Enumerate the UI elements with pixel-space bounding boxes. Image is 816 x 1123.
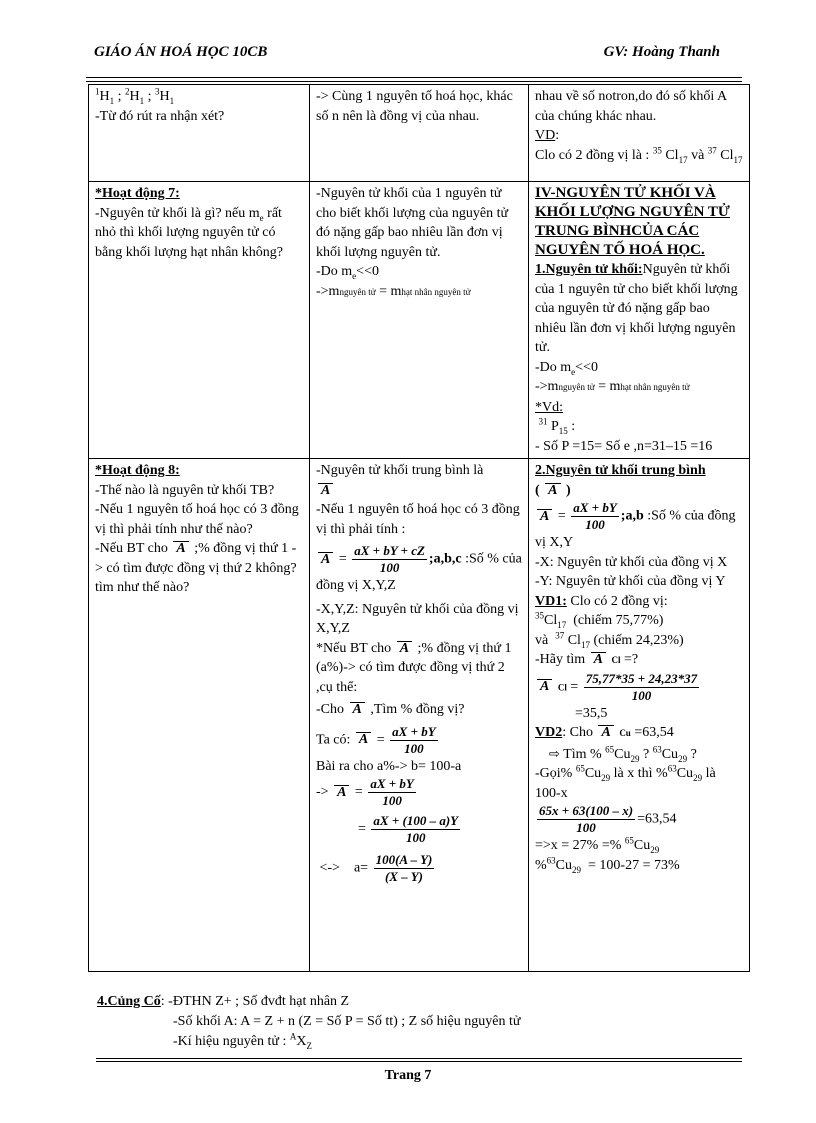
lesson-table: [88, 84, 750, 972]
teacher-activity-cell: [89, 85, 310, 182]
example-text: =>x = 27% =% $^{65}Cu_{29}$: [535, 835, 660, 855]
content-text: -Y: Nguyên tử khối của đồng vị Y: [535, 574, 726, 589]
note-text: -Do $m_e<<0$: [535, 359, 598, 377]
teacher-activity-cell: [89, 459, 310, 972]
header-title: GIÁO ÁN HOÁ HỌC 10CB: [94, 44, 268, 60]
question-text: -Nguyên tử khối là gì? nếu $m_e$ rất nhỏ thì khối lượng nguyên tử có bằng khối lượng hạt nhân không?: [95, 205, 284, 260]
student-activity-cell: [310, 182, 529, 459]
page-number: Trang 7: [384, 1068, 432, 1083]
example-text: ⇨ Tìm % $^{65}Cu_{29}$ ? $^{63}Cu_{29}$ ?: [549, 743, 697, 764]
answer-text: -X,Y,Z: Nguyên tử khối của đồng vị X,Y,Z: [316, 601, 519, 636]
answer-text: Bài ra cho a%-> b= 100-a: [316, 758, 462, 774]
student-activity-cell: [310, 459, 529, 972]
example-label: *Vd:: [535, 399, 563, 415]
consolidation-section: [97, 992, 520, 1052]
answer-text: -Nguyên tử khối trung bình là A: [316, 463, 484, 498]
content-text: -X: Nguyên tử khối của đồng vị X: [535, 554, 728, 570]
example-text: -Gọi% $^{65}Cu_{29}$ là x thì $\%^{63}Cu_{29}$ là 100-x: [535, 763, 716, 801]
formula: = $\frac{aX + (100 - a)Y}{100}$: [358, 813, 459, 845]
consolidation-line: 4.Củng Cố: -ĐTHN Z+ ; Số đvđt hạt nhân Z: [97, 994, 350, 1009]
formula: <-> a= $\frac{100(A - Y)}{(X - Y)}$: [319, 852, 433, 884]
arrow-right-icon: ⇨: [549, 745, 560, 761]
question-text: -Từ đó rút ra nhận xét?: [95, 108, 225, 124]
formula-text: ->mnguyên tử = mhạt nhân nguyên tử: [535, 379, 690, 394]
activity-title: *Hoạt động 7:: [95, 186, 180, 201]
example-calc: - Số P =15= Số e ,n=31–15 =16: [535, 438, 713, 454]
example-text: $\%^{63}Cu_{29} = 100-27 = 73\%$: [535, 854, 680, 875]
formula: A = $\frac{aX + bY}{100}$ ;a,b :Số % của đồng vị X,Y: [535, 500, 736, 550]
header-rule-2: [86, 81, 742, 82]
question-text: -Thế nào là nguyên tử khối TB?: [95, 482, 275, 498]
formula: -> A = $\frac{aX + bY}{100}$: [316, 776, 414, 808]
answer-text: -Nguyên tử khối của 1 nguyên tử cho biết khối lượng của nguyên tử đó nặng gấp bao nhiêu lần đơn vị khối lượng nguyên tử.: [316, 186, 509, 260]
consolidation-line: -Kí hiệu nguyên tử : $^AX_Z$: [173, 1031, 312, 1051]
content-text: nhau về số notron,do đó số khối A của chúng khác nhau.: [535, 89, 727, 124]
table-row: [89, 85, 750, 182]
page-header: [94, 44, 720, 64]
answer-text: -Cho A ,Tìm % đồng vị?: [316, 702, 465, 717]
table-row: [89, 182, 750, 459]
answer-text: *Nếu BT cho A ;% đồng vị thứ 1 (a%)-> có tìm được đồng vị thứ 2 ,cụ thể:: [316, 640, 512, 695]
footer-rule: [96, 1058, 742, 1059]
teacher-activity-cell: [89, 182, 310, 459]
content-cell: [529, 459, 750, 972]
answer-text: -Nếu 1 nguyên tố hoá học có 3 đồng vị thì phải tính :: [316, 502, 520, 537]
example-text: -Hãy tìm A Cl =?: [535, 652, 639, 667]
a-bar-symbol: A: [318, 483, 333, 498]
example-text: $^{31}$ $P_{15}$ :: [538, 416, 576, 436]
student-activity-cell: [310, 85, 529, 182]
content-cell: [529, 85, 750, 182]
a-bar-paren: ( A ): [535, 482, 571, 498]
example-result: =35,5: [575, 705, 608, 721]
header-rule: [86, 77, 742, 78]
section-heading: IV-NGUYÊN TỬ KHỐI VÀ KHỐI LƯỢNG NGUYÊN TỬ TRUNG BÌNHCỦA CÁC NGUYÊN TỐ HOÁ HỌC.: [535, 185, 730, 258]
answer-text: -> Cùng 1 nguyên tố hoá học, khác số n nên là đồng vị của nhau.: [316, 89, 513, 124]
table-row: [89, 459, 750, 972]
activity-title: *Hoạt động 8:: [95, 463, 180, 478]
header-author: GV: Hoàng Thanh: [603, 44, 720, 60]
formula-text: ->mnguyên tử = mhạt nhân nguyên tử: [316, 283, 471, 299]
question-text: -Nếu BT cho A ;% đồng vị thứ 1 -> có tìm được đồng vị thứ 2 không?tìm như thế nào?: [95, 541, 297, 595]
example-text: và $^{37}$ $Cl_{17}$ (chiếm 24,23%): [535, 629, 684, 650]
note-text: -Do $m_e<<0$: [316, 264, 379, 281]
question-text: -Nếu 1 nguyên tố hoá học có 3 đồng vị thì phải tính như thế nào?: [95, 502, 299, 537]
example-text: $^{35}Cl_{17}$ (chiếm 75,77%): [535, 610, 664, 630]
section-heading: 2.Nguyên tử khối trung bình: [535, 463, 706, 478]
content-cell: [529, 182, 750, 459]
example-text: VD1: Clo có 2 đồng vị:: [535, 593, 668, 609]
example-label: VD:: [535, 128, 560, 143]
a-bar-symbol: A: [173, 541, 188, 556]
formula: A = $\frac{aX + bY + cZ}{100}$ ;a,b,c :Số % của đồng vị X,Y,Z: [316, 543, 522, 593]
formula: Ta có: A = $\frac{aX + bY}{100}$: [316, 723, 436, 756]
example-text: VD2: Cho A Cu =63,54: [535, 725, 674, 740]
consolidation-line: -Số khối A: A = Z + n (Z = Số P = Số tt) ; Z số hiệu nguyên tử: [173, 1014, 521, 1029]
formula: $\frac{65x + 63(100 - x)}{100}$ =63,54: [539, 803, 677, 835]
isotope-list: $^1H_1$ ; $^2H_1$ ; $^3H_1$: [95, 86, 175, 106]
formula: A Cl = $\frac{75,77*35 + 24,23*37}{100}$: [535, 671, 743, 704]
example-text: Clo có 2 đồng vị là : $^{35}$ $Cl_{17}$ và $^{37}$ $Cl_{17}$: [535, 144, 743, 165]
footer-rule-2: [96, 1061, 742, 1062]
content-text: 1.Nguyên tử khối:Nguyên tử khối của 1 nguyên tử cho biết khối lượng của nguyên tử đó nặng gấp bao nhiêu lần đơn vị khối lượng nguyên tử.: [535, 262, 738, 355]
